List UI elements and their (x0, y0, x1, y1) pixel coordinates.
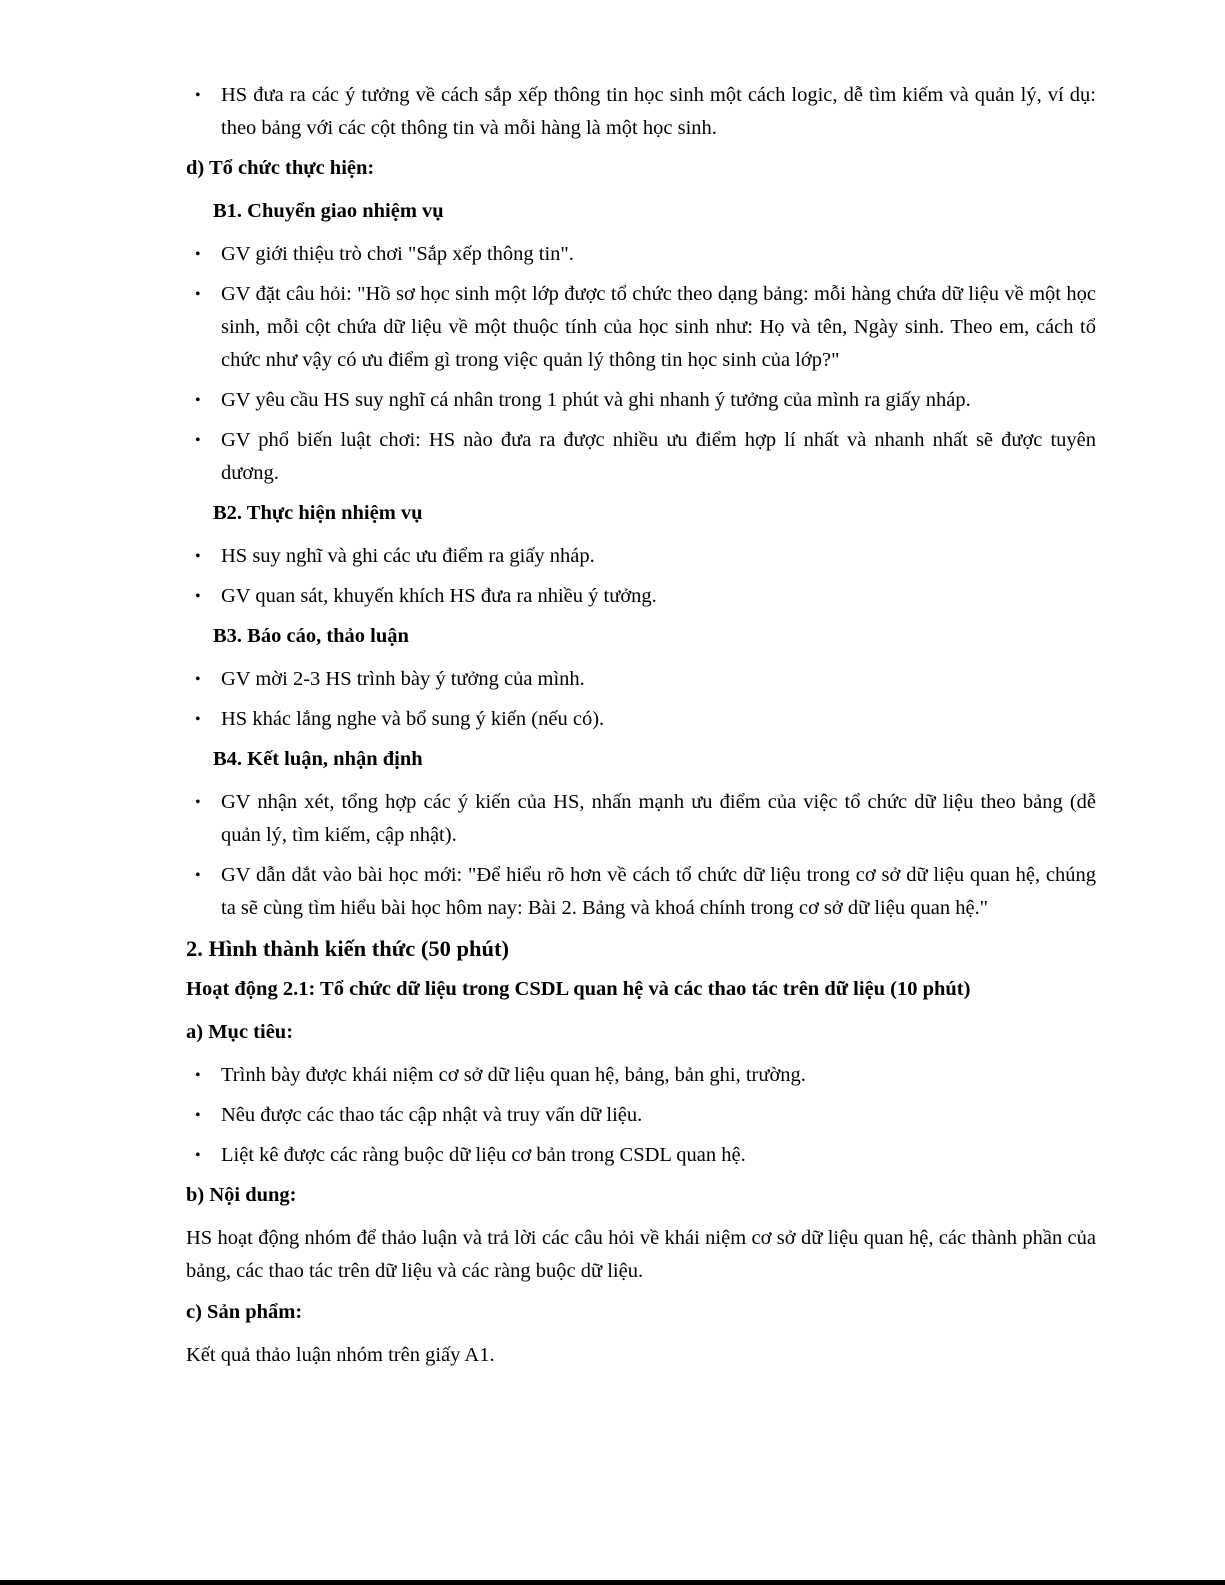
document-page (186, 79, 1096, 1380)
bullet-list (186, 540, 1096, 613)
bullet-icon: • (195, 1147, 201, 1164)
bullet-icon: • (195, 432, 201, 449)
bullet-icon: • (195, 1067, 201, 1084)
bullet-list (186, 1059, 1096, 1172)
list-item: • GV phổ biến luật chơi: HS nào đưa ra được nhiều ưu điểm hợp lí nhất và nhanh nhất sẽ được tuyên dương. (186, 424, 1096, 490)
list-item: • Trình bày được khái niệm cơ sở dữ liệu quan hệ, bảng, bản ghi, trường. (186, 1059, 1096, 1092)
bullet-icon: • (195, 246, 201, 263)
step-heading-b2: B2. Thực hiện nhiệm vụ (213, 502, 423, 524)
bullet-icon: • (195, 87, 201, 104)
bullet-list (186, 79, 1096, 145)
list-item: • Liệt kê được các ràng buộc dữ liệu cơ bản trong CSDL quan hệ. (186, 1139, 1096, 1172)
list-item: • HS khác lắng nghe và bổ sung ý kiến (nếu có). (186, 703, 1096, 736)
bullet-icon: • (195, 711, 201, 728)
bullet-list (186, 663, 1096, 736)
step-heading-b4: B4. Kết luận, nhận định (213, 748, 423, 770)
section-heading-c: c) Sản phẩm: (186, 1301, 303, 1323)
bullet-icon: • (195, 867, 201, 884)
list-item: • GV yêu cầu HS suy nghĩ cá nhân trong 1 phút và ghi nhanh ý tưởng của mình ra giấy nháp. (186, 384, 1096, 417)
bullet-list (186, 786, 1096, 925)
paragraph-product: Kết quả thảo luận nhóm trên giấy A1. (186, 1344, 495, 1366)
bullet-icon: • (195, 588, 201, 605)
bullet-icon: • (195, 286, 201, 303)
main-heading: 2. Hình thành kiến thức (50 phút) (186, 936, 509, 961)
bullet-icon: • (195, 1107, 201, 1124)
bullet-icon: • (195, 548, 201, 565)
list-item: • GV dẫn dắt vào bài học mới: "Để hiểu rõ hơn về cách tổ chức dữ liệu trong cơ sở dữ liệu quan hệ, chúng ta sẽ cùng tìm hiểu bài học hôm nay: Bài 2. Bảng và khoá chính trong cơ sở dữ liệu quan hệ." (186, 859, 1096, 925)
step-heading-b3: B3. Báo cáo, thảo luận (213, 625, 409, 647)
paragraph-content: HS hoạt động nhóm để thảo luận và trả lời các câu hỏi về khái niệm cơ sở dữ liệu quan hệ, các thành phần của bảng, các thao tác trên dữ liệu và các ràng buộc dữ liệu. (186, 1227, 1096, 1282)
list-item: • HS đưa ra các ý tưởng về cách sắp xếp thông tin học sinh một cách logic, dễ tìm kiếm và quản lý, ví dụ: theo bảng với các cột thông tin và mỗi hàng là một học sinh. (186, 79, 1096, 145)
list-item: • GV giới thiệu trò chơi "Sắp xếp thông tin". (186, 238, 1096, 271)
bullet-list (186, 238, 1096, 490)
bullet-icon: • (195, 392, 201, 409)
section-heading-a: a) Mục tiêu: (186, 1021, 294, 1043)
list-item: • GV quan sát, khuyến khích HS đưa ra nhiều ý tưởng. (186, 580, 1096, 613)
page-bottom-rule (0, 1580, 1225, 1585)
bullet-icon: • (195, 671, 201, 688)
step-heading-b1: B1. Chuyển giao nhiệm vụ (213, 200, 444, 222)
bullet-icon: • (195, 794, 201, 811)
list-item: • GV đặt câu hỏi: "Hồ sơ học sinh một lớp được tổ chức theo dạng bảng: mỗi hàng chứa dữ liệu về một học sinh, mỗi cột chứa dữ liệu về một thuộc tính của học sinh như: Họ và tên, Ngày sinh. Theo em, cách tổ chức như vậy có ưu điểm gì trong việc quản lý thông tin học sinh của lớp?" (186, 278, 1096, 377)
list-item: • Nêu được các thao tác cập nhật và truy vấn dữ liệu. (186, 1099, 1096, 1132)
list-item: • GV mời 2-3 HS trình bày ý tưởng của mình. (186, 663, 1096, 696)
list-item: • HS suy nghĩ và ghi các ưu điểm ra giấy nháp. (186, 540, 1096, 573)
list-item: • GV nhận xét, tổng hợp các ý kiến của HS, nhấn mạnh ưu điểm của việc tổ chức dữ liệu theo bảng (dễ quản lý, tìm kiếm, cập nhật). (186, 786, 1096, 852)
section-heading-d: d) Tổ chức thực hiện: (186, 157, 375, 179)
section-heading-b: b) Nội dung: (186, 1184, 297, 1206)
activity-heading: Hoạt động 2.1: Tổ chức dữ liệu trong CSDL quan hệ và các thao tác trên dữ liệu (10 phút) (186, 978, 971, 1000)
